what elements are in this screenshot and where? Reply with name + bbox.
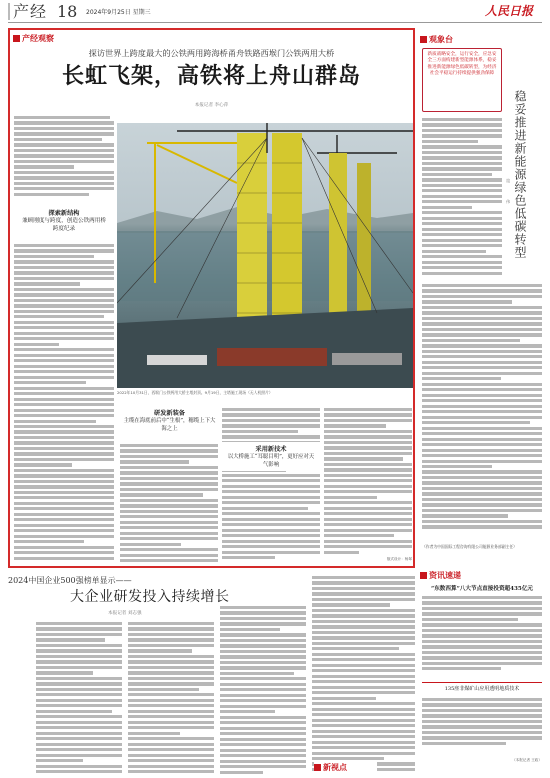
feature-article	[8, 28, 415, 568]
right-column-text	[324, 408, 412, 568]
bottom-tag-label: 新视点	[323, 762, 347, 772]
subhead-3-title: 采用新技术	[255, 446, 287, 453]
sidebar-tag-label: 观象台	[429, 34, 453, 44]
middle-column-text	[120, 444, 218, 568]
subhead-3-deck: 以大桥施工“耳聪目明”，更好应对天气影响	[227, 454, 315, 468]
bottom-tag-icon	[314, 764, 321, 771]
lower-kicker: 2024中国企业500强榜单显示——	[8, 576, 132, 585]
sidebar-vertical-title: 稳妥推进新能源绿色低碳转型	[513, 90, 527, 259]
feature-credit: 版式设计：杨翠	[386, 557, 412, 561]
bottom-tag	[314, 762, 377, 773]
news-brief-credit: （本报记者 王政）	[512, 758, 542, 762]
left-column-text	[14, 116, 114, 202]
subhead-3	[222, 442, 320, 471]
news-brief-subtitle-box	[422, 682, 542, 694]
lower-byline: 本报记者 刘志强	[108, 611, 142, 616]
bridge-photo	[117, 123, 413, 388]
left-column-text-2	[14, 244, 114, 568]
lower-headline: 大企业研发投入持续增长	[70, 589, 230, 605]
subhead-2-deck: 主缆在海底前后中“生根”，穗缆上下大海之上	[123, 418, 216, 432]
sidebar-tag-icon	[420, 36, 427, 43]
lower-column-2	[128, 622, 214, 776]
subhead-1-title: 探索新结构	[48, 210, 80, 217]
news-brief-subtitle: 135座非煤矿山应用透明地质技术	[444, 686, 520, 692]
lower-article	[8, 576, 415, 776]
masthead-rule	[8, 3, 12, 20]
news-brief-text-1	[422, 596, 542, 678]
news-brief-icon	[420, 572, 427, 579]
sidebar-author-suffix: 伟	[506, 199, 511, 204]
feature-byline: 本报记者 李心萍	[194, 103, 229, 108]
subhead-1	[14, 208, 114, 233]
sidebar-text-2	[422, 284, 542, 540]
news-brief-title: “东数西算”八大节点直接投资超435亿元	[430, 586, 534, 592]
news-brief	[420, 570, 544, 770]
bridge-illustration	[117, 123, 413, 388]
column-tag-label: 产经观察	[22, 33, 54, 43]
lower-column-3	[220, 606, 306, 776]
sidebar-tag	[420, 34, 453, 45]
column-tag-icon	[13, 35, 20, 42]
masthead	[0, 0, 550, 26]
issue-date: 2024年9月25日 星期三	[86, 9, 151, 16]
news-brief-label: 资讯速递	[429, 570, 461, 580]
feature-kicker: 探访世界上跨度最大的公铁两用跨海桥甬舟铁路西堠门公铁两用大桥	[88, 48, 335, 58]
center-column-text	[222, 408, 320, 568]
photo-caption: 2022年10月31日，西堠门公铁两用大桥主塔封顶。9月19日，主塔施工现场（无人机照片）	[117, 390, 273, 395]
sidebar-summary: 新质战略安全，运行安全，应急安全三方面构建新型能源体系，稳妥推进新能源绿色低碳转型，为经济社会平稳运行持续提供强劲保障	[422, 48, 502, 112]
lower-column-4	[312, 576, 415, 776]
sidebar-author-prefix: 寇	[506, 178, 511, 183]
sidebar-text-1	[422, 118, 502, 278]
sidebar-author-note: （作者为中国国际工程咨询有限公司能源业务部副主任）	[422, 544, 517, 549]
section-name: 产经	[13, 2, 48, 21]
subhead-2	[122, 408, 217, 433]
lower-column-1	[36, 622, 122, 776]
sidebar	[420, 34, 544, 564]
feature-headline: 长虹飞架，高铁将上舟山群岛	[61, 63, 361, 89]
masthead-divider	[8, 22, 542, 23]
subhead-1-deck: 兼顾刚度与跨度，创造公铁两用桥跨度纪录	[22, 218, 106, 232]
news-brief-tag	[420, 570, 461, 581]
column-tag	[13, 33, 54, 44]
news-brief-text-2	[422, 698, 542, 756]
newspaper-logo: 人民日报	[485, 4, 534, 18]
subhead-2-title: 研发新装备	[154, 410, 185, 417]
page-number: 18	[57, 2, 78, 21]
